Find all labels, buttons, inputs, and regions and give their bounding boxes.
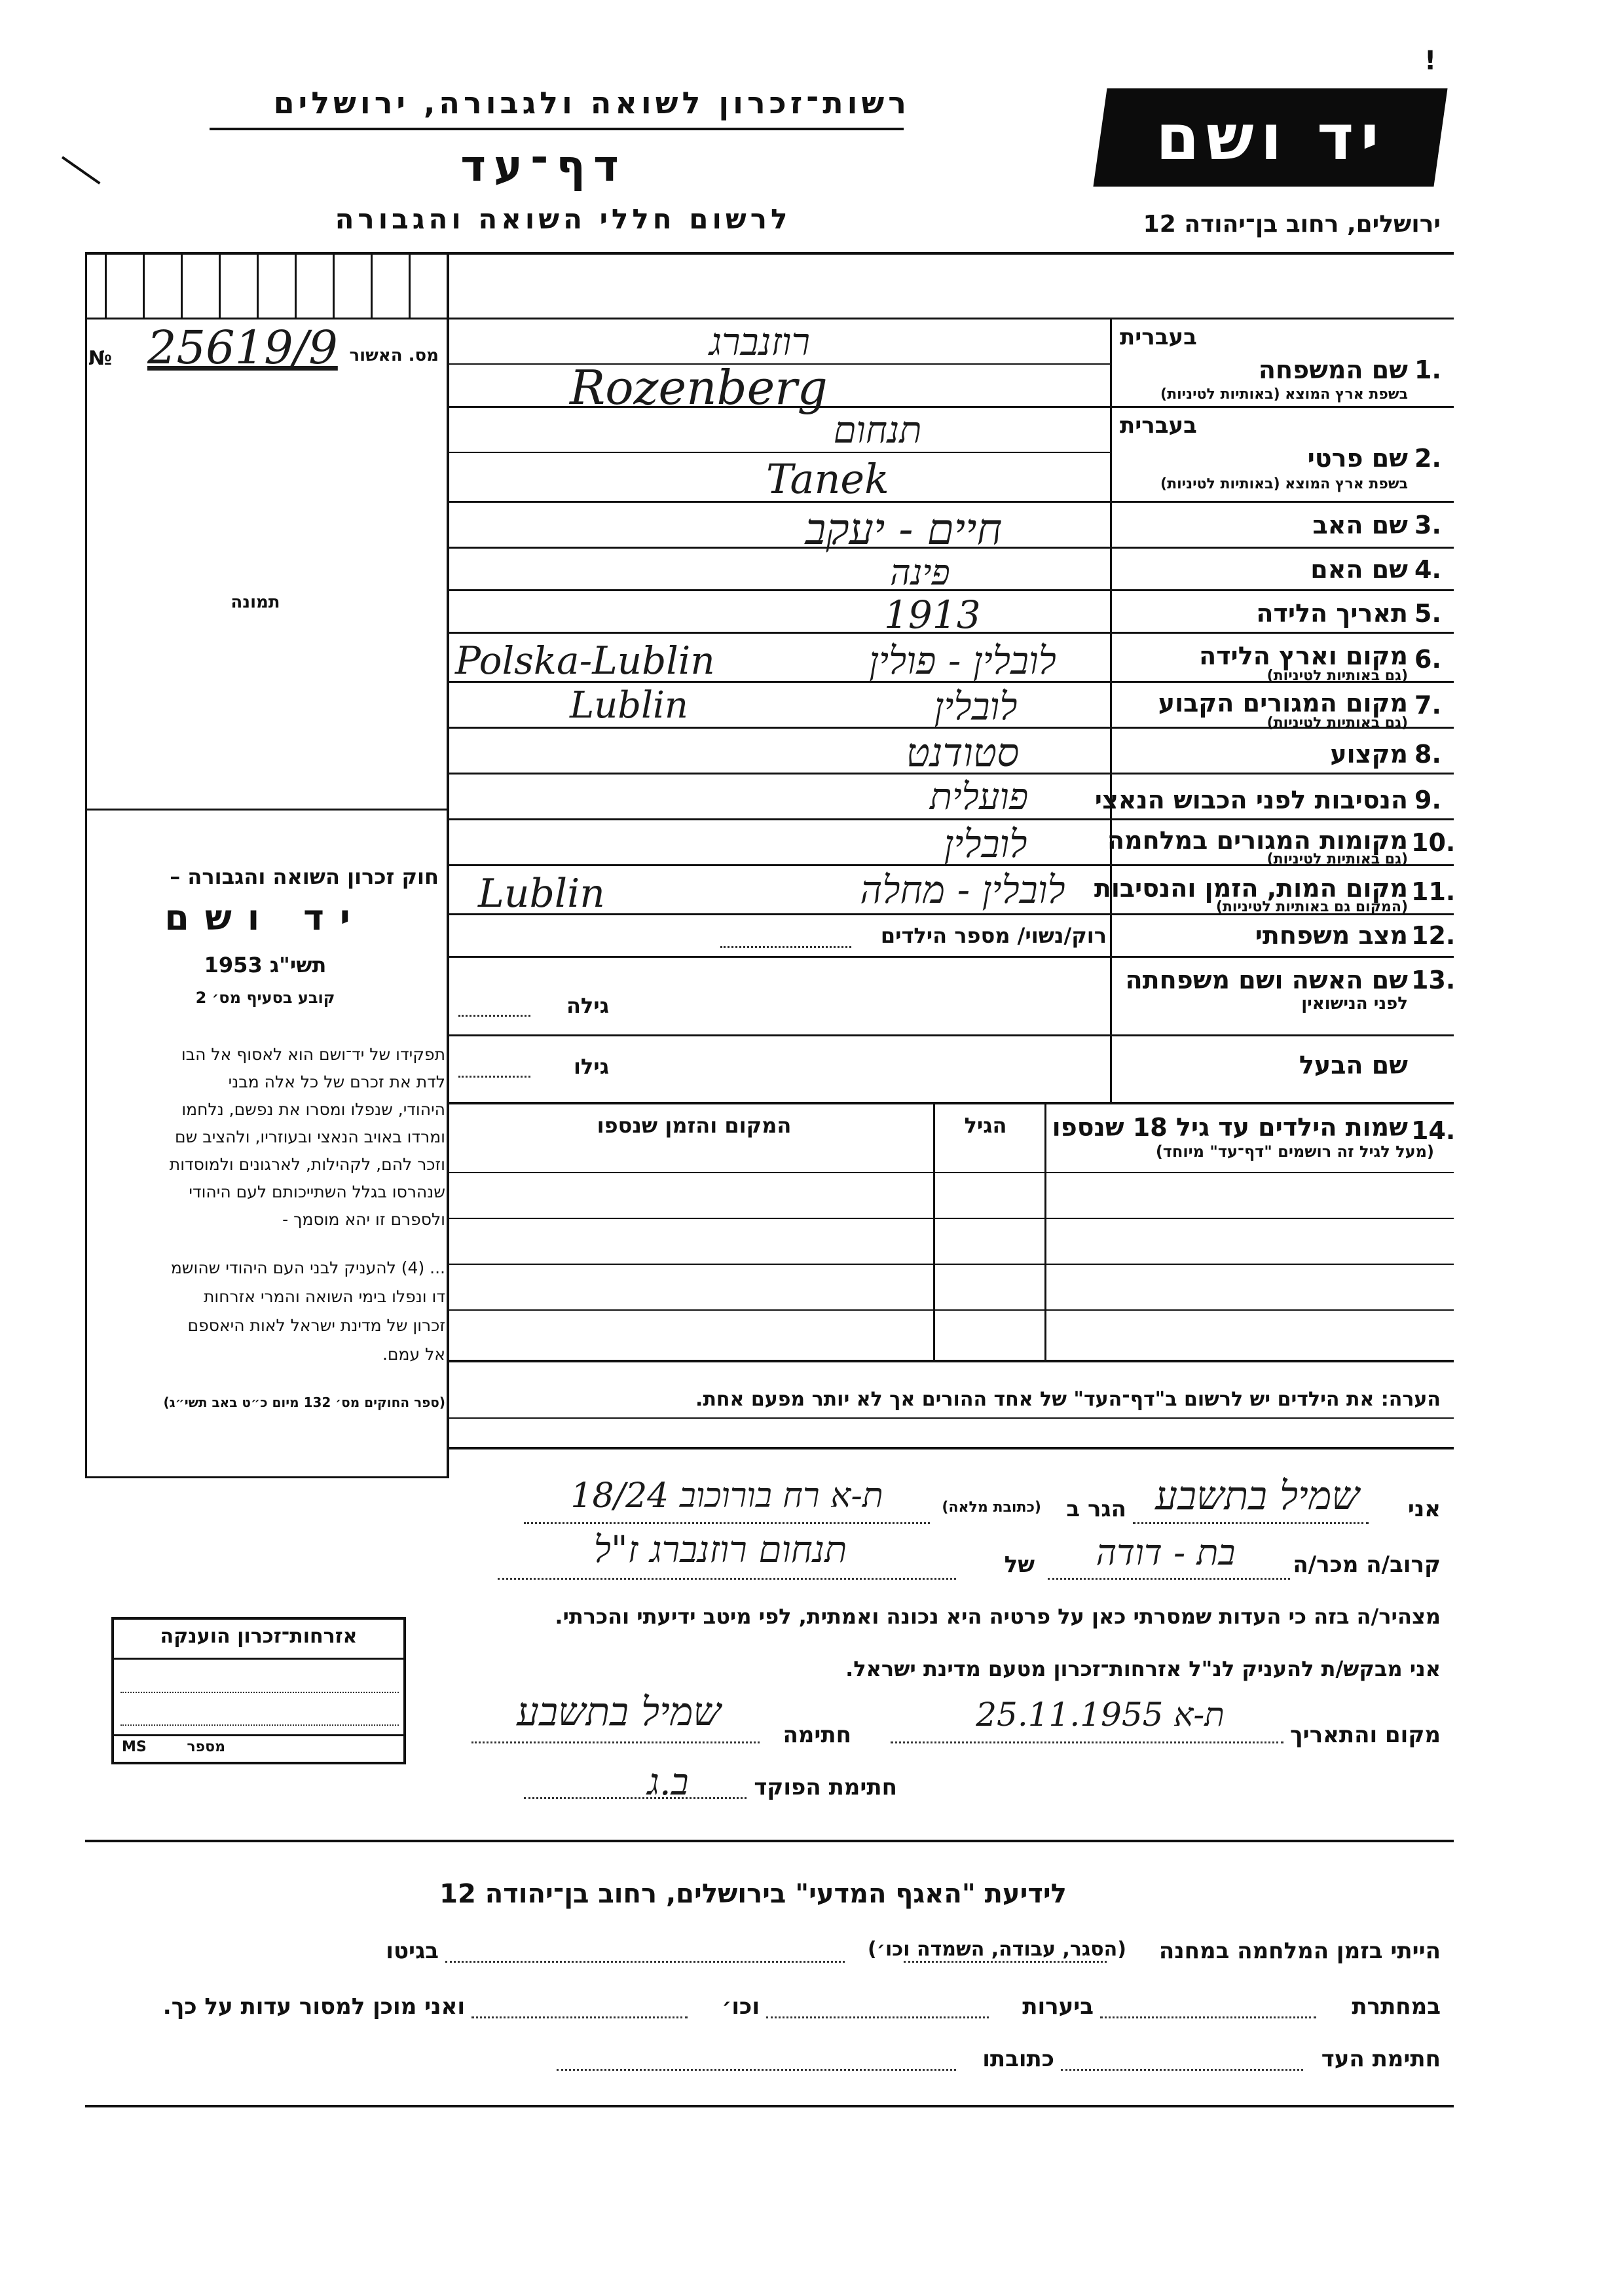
photo-label: תמונה [231,592,280,612]
field-6-num: 6. [1414,645,1441,674]
field-7-sub: (גם באותיות לטיניות) [1266,715,1408,731]
field-12-value: רוק/נשוי/ מספר הילדים [880,923,1107,948]
serial-no-prefix: № [88,347,113,370]
law-line: שנהרסו בגלל השתייכותם לעם היהודי [189,1182,445,1201]
field-9-value: פועלית [929,776,1029,818]
footer-line2-etc: וכו׳ [722,1994,760,2020]
law-name: יד ושם [164,897,366,938]
field-3-label: שם האב [1312,511,1408,539]
field-13-label: שם האשה ושם משפחתה [1125,966,1408,994]
law-line: תפקידו של יד־ושם הוא לאסוף אל הבו [181,1045,445,1064]
footer-separator [85,1840,1454,1842]
field-10-num: 10. [1411,828,1456,857]
field-8-label: מקצוע [1330,740,1408,769]
field-3-value: חיים - יעקב [805,504,1003,555]
law-clause: קובע בסעיף מס׳ 2 [195,989,335,1007]
children-note: הערה: את הילדים יש לרשום ב"דף־העד" של אחד ההורים אך לא יותר מפעם אחת. [695,1388,1441,1411]
law-text-1 [85,1041,445,1233]
children-col-age: הגיל [964,1113,1007,1138]
field-3-num: 3. [1414,511,1441,539]
law-line: היהודי, שנפלו ומסרו את נפשם, נלחמו [181,1100,445,1119]
footer-line1-hint: (הסגר, עבודה, השמדה וכו׳) [867,1938,1126,1961]
law-line: אל עמם. [382,1345,445,1364]
decl-place-date: ת-א 25.11.1955 [976,1696,1225,1734]
decl-name: שמיל בתשבע [1155,1473,1359,1519]
citizenship-box-prefix: MS [122,1739,147,1755]
field-13-sub: לפני הנישואין [1301,994,1408,1013]
footer-title: לידיעת "האגף המדעי" בירושלים, רחוב בן־יהודה 12 [439,1879,1067,1909]
field-11-sub: (המקום גם באותיות לטיניות) [1215,899,1408,915]
top-frame-line [85,252,1454,255]
field-13-num: 13. [1411,966,1456,994]
decl-resides: הגר ב [1066,1496,1126,1522]
field-7-value-hebrew: לובלין [934,684,1018,729]
excl-mark: ! [1424,46,1437,76]
children-sub: (מעל לגיל זה רושמים "דף־עד" מיוחד) [1155,1142,1434,1161]
field-8-num: 8. [1414,740,1441,769]
slash-mark [62,156,101,184]
husband-label: שם הבעל [1299,1051,1408,1080]
field-11-value-latin: Lublin [478,871,605,917]
field-7-value-latin: Lublin [570,684,688,727]
field-11-num: 11. [1411,877,1456,906]
field-6-value-hebrew: לובלין - פולין [869,638,1056,683]
citizenship-box [111,1617,406,1764]
children-title: שמות הילדים עד גיל 18 שנספו [1052,1113,1408,1142]
decl-officer-sign: ב.ג [647,1761,689,1804]
field-12-label: מצב משפחתי [1255,921,1408,950]
field-10-label: מקומות המגורים במלחמה [1107,826,1408,855]
decl-relation: בת - דודה [1096,1532,1236,1573]
law-text-2 [85,1254,445,1369]
note-bottom [449,1447,1454,1449]
field-7-num: 7. [1414,691,1441,720]
law-line: ומרדו באויב הנאצי ובעוזריו, ולהציב שם [175,1127,445,1146]
law-line: וזכר להם, לקהילות, לארגונים ולמוסדות [169,1155,445,1174]
field-5-label: תאריך הלידה [1256,599,1408,628]
footer-line2-label: במחתרת [1352,1994,1441,2020]
field-4-value: פינה [890,552,950,593]
field-5-num: 5. [1414,599,1441,628]
field-10-sub: (גם באותיות לטיניות) [1266,851,1408,867]
law-line: לדת את זכרם של כל אלה מבני [228,1072,445,1091]
decl-officer-label: חתימת הפוקד [754,1774,897,1800]
law-line: זכרון של מדינת ישראל לאות היאספם [187,1316,445,1335]
field-12-num: 12. [1411,921,1456,950]
decl-sign-label: חתימה [783,1722,851,1748]
field-1-value-latin: Rozenberg [570,360,828,415]
footer-line2-end: ואני מוכן למסור עדות על כך. [162,1994,465,2020]
law-year: תשי"ג 1953 [204,953,327,977]
field-11-value-hebrew: לובלין - מחלה [860,867,1065,912]
field-4-label: שם האם [1310,555,1408,584]
footer-line3-label: חתימת העד [1321,2046,1441,2072]
field-1-value-hebrew: רוזנברג [709,319,810,364]
law-line: דו ונפלו בימי השואה והמרי אזרחות [203,1287,445,1306]
field-1-label: שם המשפחה [1258,355,1408,384]
field-4-num: 4. [1414,555,1441,584]
decl-of-name: תנחום רוזנברג ז"ל [593,1529,847,1571]
header-address: ירושלים, רחוב בן־יהודה 12 [1143,211,1441,238]
field-11-label: מקום המות, הזמן והנסיבות [1094,874,1408,903]
children-num: 14. [1411,1116,1456,1145]
field-2-sub: בשפת ארץ המוצא (באותיות לטיניות) [1160,476,1408,492]
authority-title: רשות־זכרון לשואה ולגבורה, ירושלים [273,85,910,120]
footer-line3-mid: כתובתו [982,2046,1054,2072]
law-title: חוק זכרון השואה והגבורה – [170,864,439,889]
decl-line-2: אני מבקש/ת להעניק לנ"ל אזרחות־זכרון מטעם מדינת ישראל. [845,1656,1441,1681]
decl-address: ת-א רח בורוכוב 18/24 [570,1476,883,1516]
decl-ani: אני [1407,1496,1441,1522]
law-line: ולספרם זו יהא מוסמך - [282,1210,445,1229]
field-9-num: 9. [1414,786,1441,814]
field-2-lang: בעברית [1120,412,1197,439]
field-2-label: שם פרטי [1307,444,1408,473]
footer-line1-end: בגיטו [386,1938,439,1964]
field-7-label: מקום המגורים הקבוע [1158,689,1408,718]
field-8-value: סטודנט [906,730,1020,776]
decl-relation-label: קרוב/ה מכר/ה [1293,1552,1441,1578]
decl-place-date-label: מקום והתאריך [1290,1722,1441,1748]
sidebar-bottom [85,1476,449,1478]
field-2-num: 2. [1414,444,1441,473]
field-13-age-label: גילה [566,993,609,1018]
footer-line1-label: הייתי בזמן המלחמה במחנה [1158,1938,1441,1964]
footer-line2-mid: ביערות [1022,1994,1094,2020]
law-footer: (ספר החוקים מס׳ 132 מיום כ״ט באב תשי״ג) [163,1394,445,1410]
photo-area-bottom [87,809,447,811]
children-col-place: המקום והזמן שנספו [597,1113,792,1138]
label-column-divider [1110,319,1112,1102]
husband-age-label: גילו [573,1054,609,1079]
logo-text: יד ושם [1155,101,1386,174]
serial-number: 25619/9 [147,321,338,374]
form-title: דף־עד [460,141,627,191]
decl-signature: שמיל בתשבע [517,1689,721,1735]
field-6-label: מקום וארץ הלידה [1199,642,1408,670]
citizenship-box-number-label: מספר [187,1739,225,1755]
yad-vashem-logo [1093,88,1447,187]
field-5-value: 1913 [884,592,981,637]
field-6-value-latin: Polska-Lublin [455,638,715,683]
authority-underline [210,128,904,130]
field-1-lang: בעברית [1120,324,1197,350]
serial-label: מס. האשור [349,346,439,365]
field-1-num: 1. [1414,355,1441,384]
form-subtitle: לרשום חללי השואה והגבורה [335,203,792,235]
field-6-sub: (גם באותיות לטיניות) [1266,668,1408,684]
footer-bottom-line [85,2105,1454,2107]
field-1-sub: בשפת ארץ המוצא (באותיות לטיניות) [1160,386,1408,403]
field-2-value-latin: Tanek [766,455,889,503]
decl-line-1: מצהיר/ה בזה כי העדות שמסרתי כאן על פרטיה היא נכונה ואמתית, לפי מיטב ידיעתי והכרתי. [555,1604,1441,1629]
citizenship-box-title: אזרחות־זכרון הוענקה [160,1625,358,1648]
decl-address-label: (כתובת מלאה) [942,1499,1041,1516]
field-2-value-hebrew: תנחום [833,409,922,452]
field-9-label: הנסיבות לפני הכבוש הנאצי [1094,786,1408,814]
law-line: ... (4) להעניק לבני העם היהודי שהושמ [170,1258,445,1277]
decl-of-label: של [1004,1552,1035,1578]
field-10-value: לובלין [944,822,1027,866]
